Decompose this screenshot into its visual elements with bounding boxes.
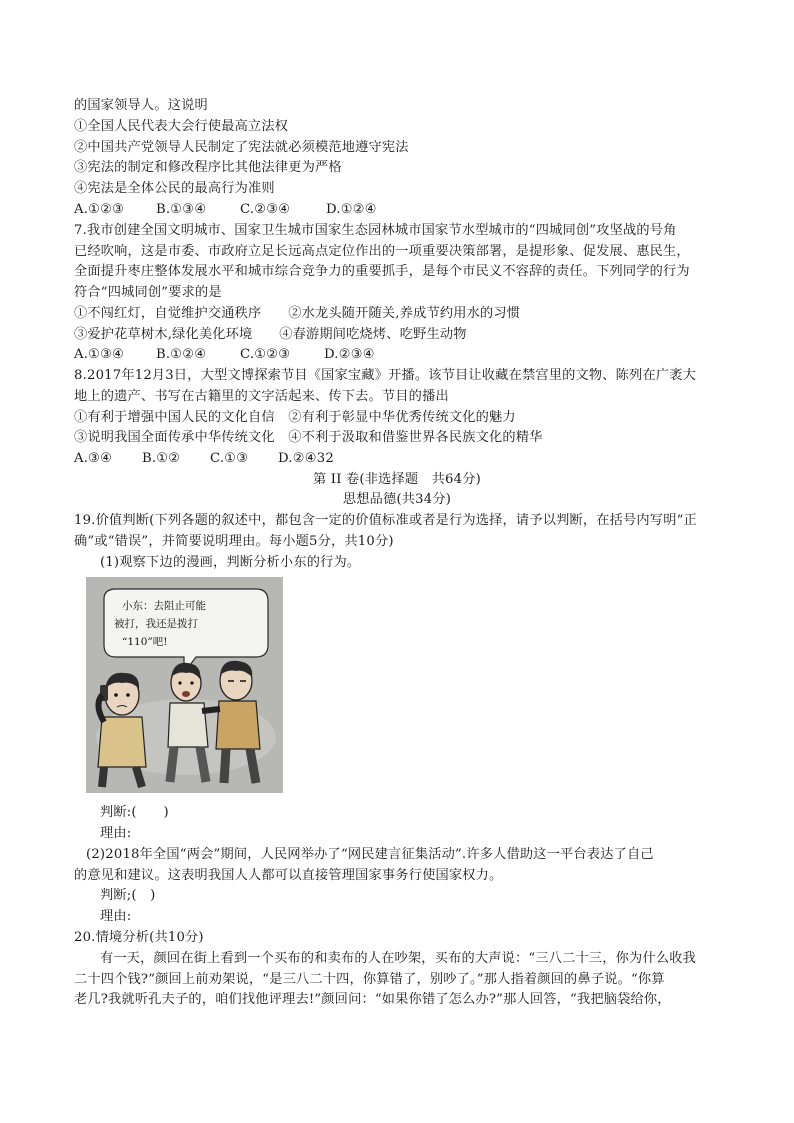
- q20-passage-line-1: 有一天，颜回在街上看到一个买布的和卖布的人在吵架，买布的大声说：“三八二十三，你为什么收我: [100, 951, 696, 966]
- q6-option-a: A.①②③: [74, 202, 125, 217]
- bubble-line-1: 小东：去阻止可能: [122, 600, 206, 612]
- q19-stem-line-1: 19.价值判断(下列各题的叙述中，都包含一定的价值标准或者是行为选择，请予以判断，在括号内写明“正: [74, 513, 697, 528]
- q7-options: [74, 345, 375, 365]
- q8-statements-2: ③说明我国全面传承中华传统文化 ④不利于汲取和借鉴世界各民族文化的精华: [74, 430, 543, 445]
- q20-passage-line-3: 老几?我就听孔夫子的，咱们找他评理去!”颜回问：“如果你错了怎么办?”那人回答，“我把脑袋给你，: [74, 992, 671, 1007]
- q7-option-d: D.②③④: [324, 347, 375, 362]
- q8-stem-line-2: 地上的遗产、书写在古籍里的文字活起来、传下去。节目的播出: [74, 389, 449, 404]
- q6-statement-3: ③宪法的制定和修改程序比其他法律更为严格: [74, 160, 342, 175]
- q7-option-c: C.①②③: [240, 347, 291, 362]
- q8-option-d: D.②④32: [278, 451, 334, 466]
- cartoon-image: [86, 577, 283, 793]
- q6-option-d: D.①②④: [326, 202, 377, 217]
- q6-statement-4: ④宪法是全体公民的最高行为准则: [74, 181, 275, 196]
- q7-stem-line-3: 全面提升枣庄整体发展水平和城市综合竞争力的重要抓手，是每个市民义不容辞的责任。下列同学的行为: [74, 264, 690, 279]
- section-subtitle: 思想品德(共34分): [342, 492, 452, 507]
- q19-part-1: (1)观察下边的漫画，判断分析小东的行为。: [100, 555, 361, 570]
- q20-passage-line-2: 二十四个钱?”颜回上前劝架说，“是三八二十四，你算错了，别吵了。”那人指着颜回的鼻子说。“你算: [74, 972, 665, 987]
- q7-statements-1: ①不闯红灯，自觉维护交通秩序 ②水龙头随开随关,养成节约用水的习惯: [74, 306, 521, 321]
- q7-stem-line-2: 已经吹响，这是市委、市政府立足长远高点定位作出的一项重要决策部署，是提形象、促发展、惠民生，: [74, 244, 690, 259]
- section-title: 第 II 卷(非选择题 共64分): [313, 472, 481, 487]
- q6-statement-1: ①全国人民代表大会行使最高立法权: [74, 119, 289, 134]
- q8-options: [74, 449, 334, 469]
- q20-title: 20.情境分析(共10分): [74, 930, 204, 945]
- q19-part-2-line-1: (2)2018年全国“两会”期间，人民网举办了“网民建言征集活动”.许多人借助这一平台表达了自己: [86, 847, 654, 862]
- q7-stem-line-1: 7.我市创建全国文明城市、国家卫生城市国家生态园林城市国家节水型城市的“四城同创”攻坚战的号角: [74, 223, 677, 238]
- q6-stem-end: 的国家领导人。这说明: [74, 98, 208, 113]
- bubble-line-2: 被打，我还是拨打: [114, 618, 198, 630]
- q6-statement-2: ②中国共产党领导人民制定了宪法就必须模范地遵守宪法: [74, 140, 409, 155]
- q6-option-b: B.①③④: [156, 202, 207, 217]
- reason-1: 理由:: [100, 826, 132, 841]
- q7-statements-2: ③爱护花草树木,绿化美化环境 ④春游期间吃烧烤、吃野生动物: [74, 327, 467, 342]
- q19-stem-line-2: 确”或“错误”，并简要说明理由。每小题5分，共10分): [74, 534, 394, 549]
- q19-part-2-line-2: 的意见和建议。这表明我国人人都可以直接管理国家事务行使国家权力。: [74, 868, 503, 883]
- q8-option-b: B.①②: [142, 451, 181, 466]
- q7-stem-line-4: 符合“四城同创”要求的是: [74, 285, 222, 300]
- q7-option-a: A.①③④: [74, 347, 125, 362]
- judge-1: 判断:( ): [100, 805, 169, 820]
- q6-option-c: C.②③④: [240, 202, 291, 217]
- reason-2: 理由:: [100, 909, 132, 924]
- q7-option-b: B.①②④: [156, 347, 207, 362]
- q8-option-c: C.①③: [210, 451, 249, 466]
- q8-option-a: A.③④: [74, 451, 113, 466]
- judge-2: 判断;( ): [100, 888, 156, 903]
- q8-statements-1: ①有利于增强中国人民的文化自信 ②有利于彰显中华优秀传统文化的魅力: [74, 410, 516, 425]
- q6-options: [74, 200, 377, 220]
- bubble-line-3: “110”吧!: [122, 636, 168, 648]
- q8-stem-line-1: 8.2017年12月3日，大型文博探索节目《国家宝藏》开播。该节目让收藏在禁宫里的文物、陈列在广袤大: [74, 368, 696, 383]
